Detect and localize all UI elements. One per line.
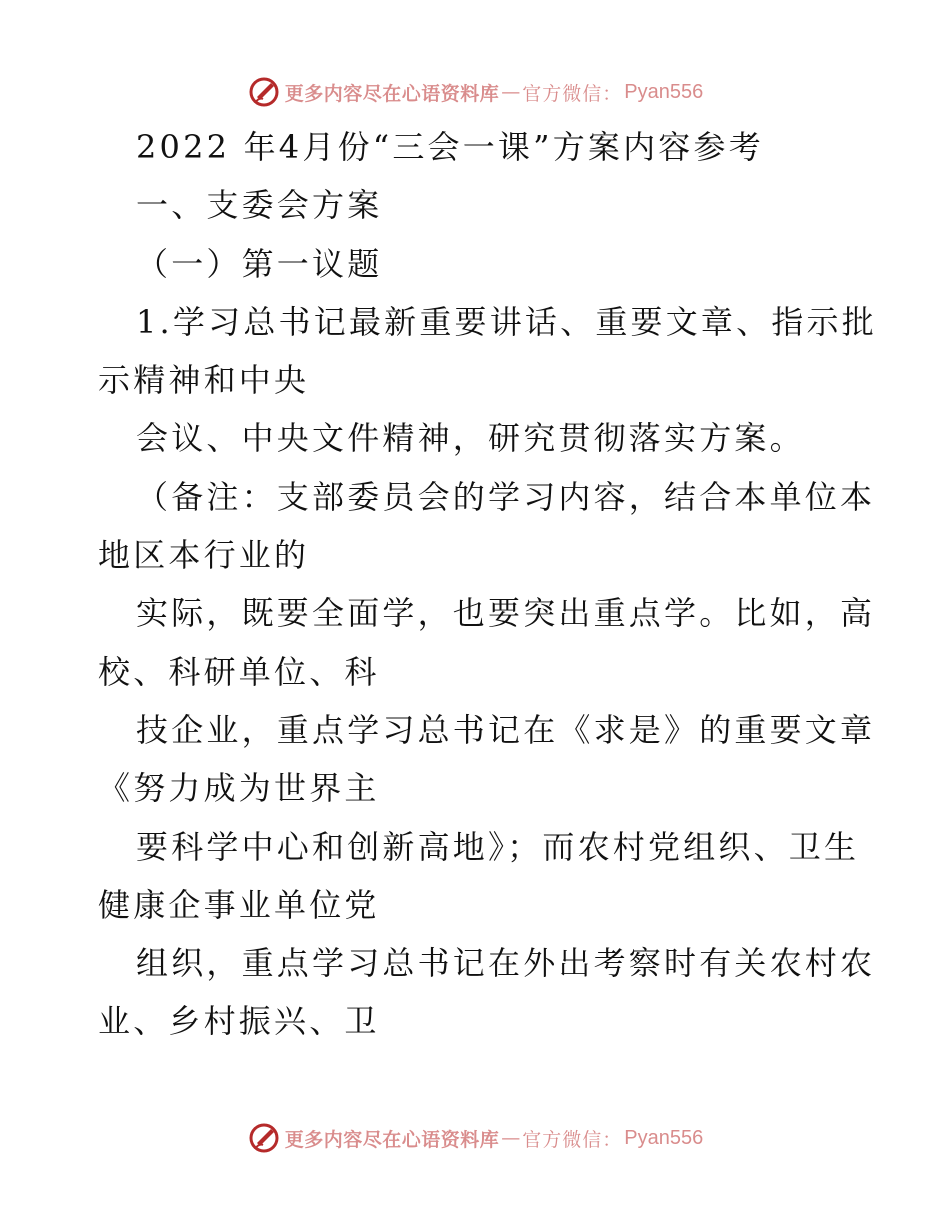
banner-wechat-id: Pyan556 <box>624 1126 704 1149</box>
brand-logo-icon <box>247 75 281 109</box>
banner-wechat-id: Pyan556 <box>624 80 704 103</box>
paragraph-line: 示精神和中央 <box>98 361 310 400</box>
document-body <box>98 118 877 1051</box>
banner-wechat-label: 官方微信： <box>522 1128 623 1151</box>
paragraph-line: （备注：支部委员会的学习内容，结合本单位本 <box>136 477 876 516</box>
doc-title: 2022 年4月份“三会一课”方案内容参考 <box>136 128 764 166</box>
paragraph-line: 实际，既要全面学，也要突出重点学。比如，高 <box>136 594 876 633</box>
section-heading: 一、支委会方案 <box>136 186 383 225</box>
paragraph-line: 1.学习总书记最新重要讲话、重要文章、指示批 <box>136 302 877 341</box>
banner-text: 更多内容尽在心语资料库 <box>284 82 500 105</box>
paragraph-line: 会议、中央文件精神，研究贯彻落实方案。 <box>136 419 805 458</box>
subsection-heading: （一）第一议题 <box>136 244 383 283</box>
paragraph-line: 要科学中心和创新高地》；而农村党组织、卫生 <box>136 827 860 866</box>
paragraph-line: 校、科研单位、科 <box>98 652 380 691</box>
paragraph-line: 技企业，重点学习总书记在《求是》的重要文章 <box>136 710 876 749</box>
footer-banner <box>0 1118 950 1158</box>
banner-wechat-label: 官方微信： <box>522 82 623 105</box>
brand-logo-icon <box>247 1121 281 1155</box>
banner-separator: — <box>501 1127 521 1149</box>
paragraph-line: 《努力成为世界主 <box>98 769 380 808</box>
paragraph-line: 地区本行业的 <box>98 536 310 575</box>
paragraph-line: 组织，重点学习总书记在外出考察时有关农村农 <box>136 944 876 983</box>
header-banner <box>0 72 950 112</box>
banner-text: 更多内容尽在心语资料库 <box>284 1128 500 1151</box>
paragraph-line: 业、乡村振兴、卫 <box>98 1002 380 1041</box>
paragraph-line: 健康企事业单位党 <box>98 885 380 924</box>
banner-separator: — <box>501 81 521 103</box>
